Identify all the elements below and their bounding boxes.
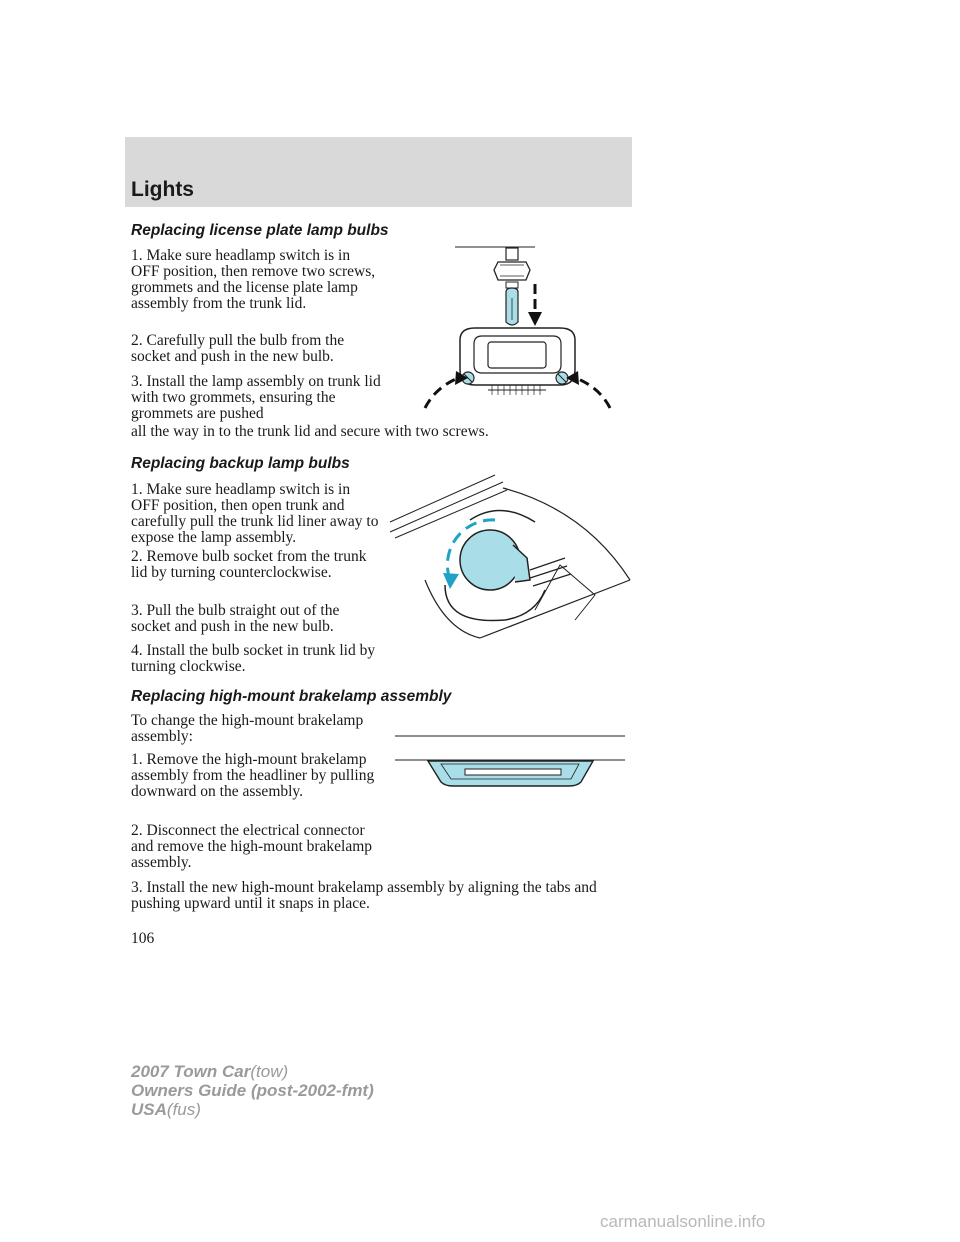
- backup-step-3: 3. Pull the bulb straight out of the socket and push in the new bulb.: [131, 602, 340, 635]
- section-title-backup-lamp: Replacing backup lamp bulbs: [131, 455, 350, 472]
- brakelamp-intro: To change the high-mount brakelamp assembly:: [131, 712, 364, 745]
- watermark: carmanualsonline.info: [600, 1212, 766, 1231]
- footer: [131, 1062, 374, 1119]
- license-step-3: 3. Install the lamp assembly on trunk lid with two grommets, ensuring the grommets are pushed: [131, 373, 381, 422]
- footer-model-code: (tow): [250, 1062, 289, 1081]
- backup-lamp-illustration: [385, 470, 635, 645]
- brakelamp-step-3: 3. Install the new high-mount brakelamp assembly by aligning the tabs and pushing upward until it snaps in place.: [131, 879, 597, 912]
- footer-line-3: [131, 1100, 374, 1119]
- section-title-brakelamp: Replacing high-mount brakelamp assembly: [131, 688, 452, 705]
- page-title: Lights: [131, 178, 194, 201]
- license-step-2: 2. Carefully pull the bulb from the socket and push in the new bulb.: [131, 332, 345, 365]
- backup-step-2: 2. Remove bulb socket from the trunk lid by turning counterclockwise.: [131, 548, 367, 581]
- license-plate-lamp-illustration: [420, 240, 615, 415]
- footer-market-code: (fus): [166, 1100, 201, 1119]
- license-step-1: 1. Make sure headlamp switch is in OFF position, then remove two screws, grommets and the license plate lamp assembly from the trunk lid.: [131, 247, 376, 312]
- footer-guide: Owners Guide (post-2002-fmt): [131, 1081, 374, 1100]
- license-step-3-continued: all the way in to the trunk lid and secure with two screws.: [131, 423, 489, 440]
- backup-step-1: 1. Make sure headlamp switch is in OFF position, then open trunk and carefully pull the trunk lid liner away to expose the lamp assembly.: [131, 481, 379, 546]
- header-band: [125, 137, 632, 207]
- brakelamp-step-2: 2. Disconnect the electrical connector and remove the high-mount brakelamp assembly.: [131, 822, 373, 871]
- footer-model: 2007 Town Car: [131, 1062, 251, 1081]
- backup-step-4: 4. Install the bulb socket in trunk lid by turning clockwise.: [131, 642, 376, 675]
- brakelamp-step-1: 1. Remove the high-mount brakelamp assembly from the headliner by pulling downward on the assembly.: [131, 751, 375, 800]
- page-number: 106: [131, 930, 155, 947]
- brakelamp-illustration: [393, 730, 628, 790]
- footer-market: USA: [131, 1100, 167, 1119]
- footer-line-1: [131, 1062, 374, 1081]
- section-title-license-plate: Replacing license plate lamp bulbs: [131, 222, 389, 239]
